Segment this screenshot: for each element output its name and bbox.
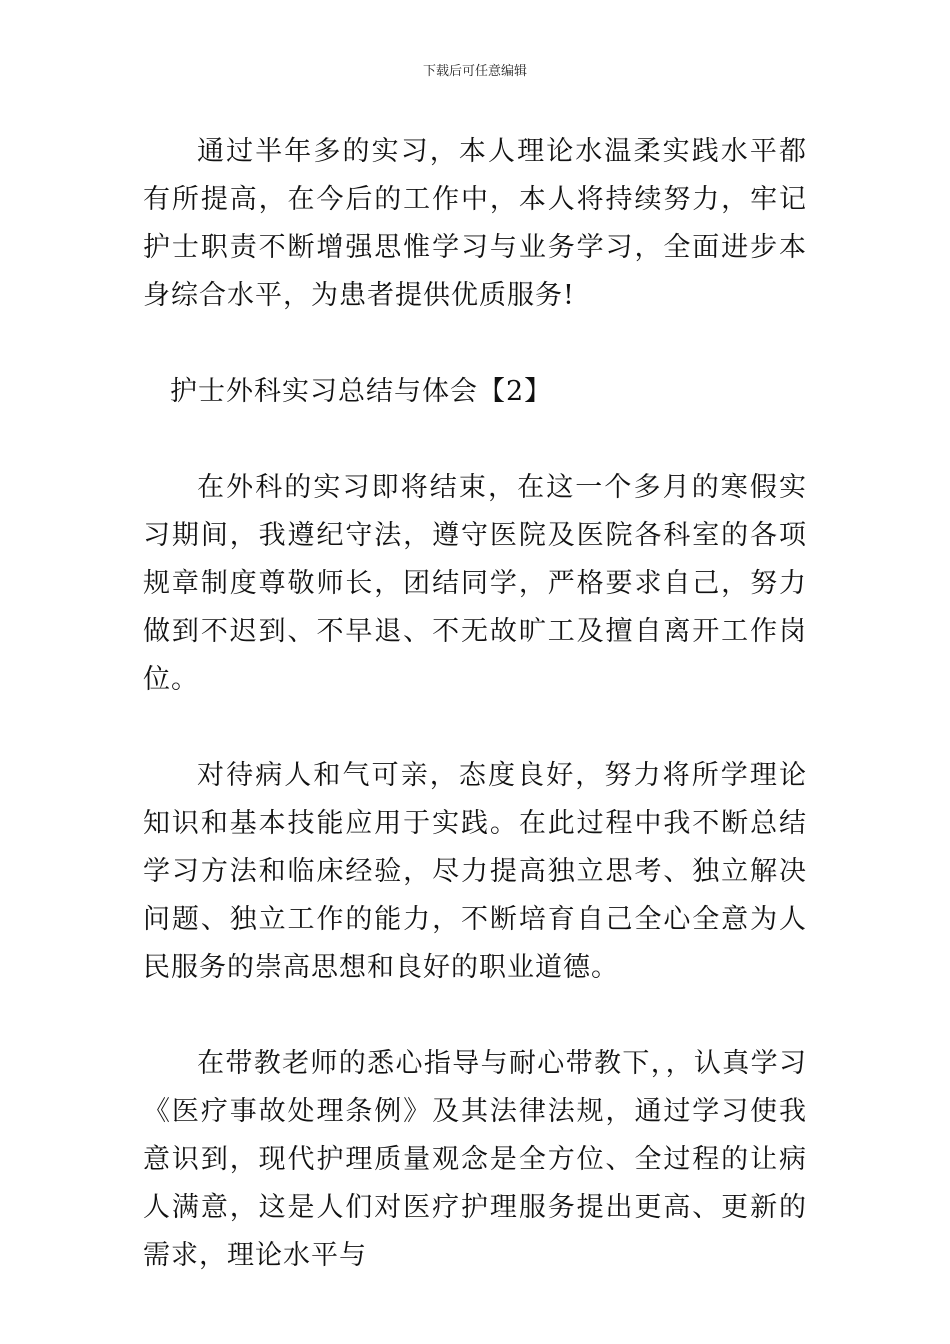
paragraph-gap [143, 320, 807, 368]
document-body [143, 128, 807, 1280]
paragraph-2: 在外科的实习即将结束，在这一个多月的寒假实习期间，我遵纪守法，遵守医院及医院各科室的各项规章制度尊敬师长，团结同学，严格要求自己，努力做到不迟到、不早退、不无故旷工及擅自离开工作岗位。 [143, 472, 807, 695]
paragraph-gap [143, 416, 807, 464]
paragraph-3: 对待病人和气可亲，态度良好，努力将所学理论知识和基本技能应用于实践。在此过程中我不断总结学习方法和临床经验，尽力提高独立思考、独立解决问题、独立工作的能力，不断培育自己全心全意为人民服务的崇高思想和良好的职业道德。 [143, 760, 807, 983]
paragraph-gap [143, 704, 807, 752]
paragraph-1: 通过半年多的实习，本人理论水温柔实践水平都有所提高，在今后的工作中，本人将持续努力，牢记护士职责不断增强思惟学习与业务学习，全面进步本身综合水平，为患者提供优质服务! [143, 136, 807, 311]
section-heading: 护士外科实习总结与体会【2】 [170, 376, 553, 407]
paragraph-gap [143, 992, 807, 1040]
paragraph-4: 在带教老师的悉心指导与耐心带教下，，认真学习《医疗事故处理条例》及其法律法规，通过学习使我意识到，现代护理质量观念是全方位、全过程的让病人满意，这是人们对医疗护理服务提出更高、更新的需求，理论水平与 [143, 1048, 807, 1271]
page-header: 下载后可任意编辑 [422, 64, 527, 79]
